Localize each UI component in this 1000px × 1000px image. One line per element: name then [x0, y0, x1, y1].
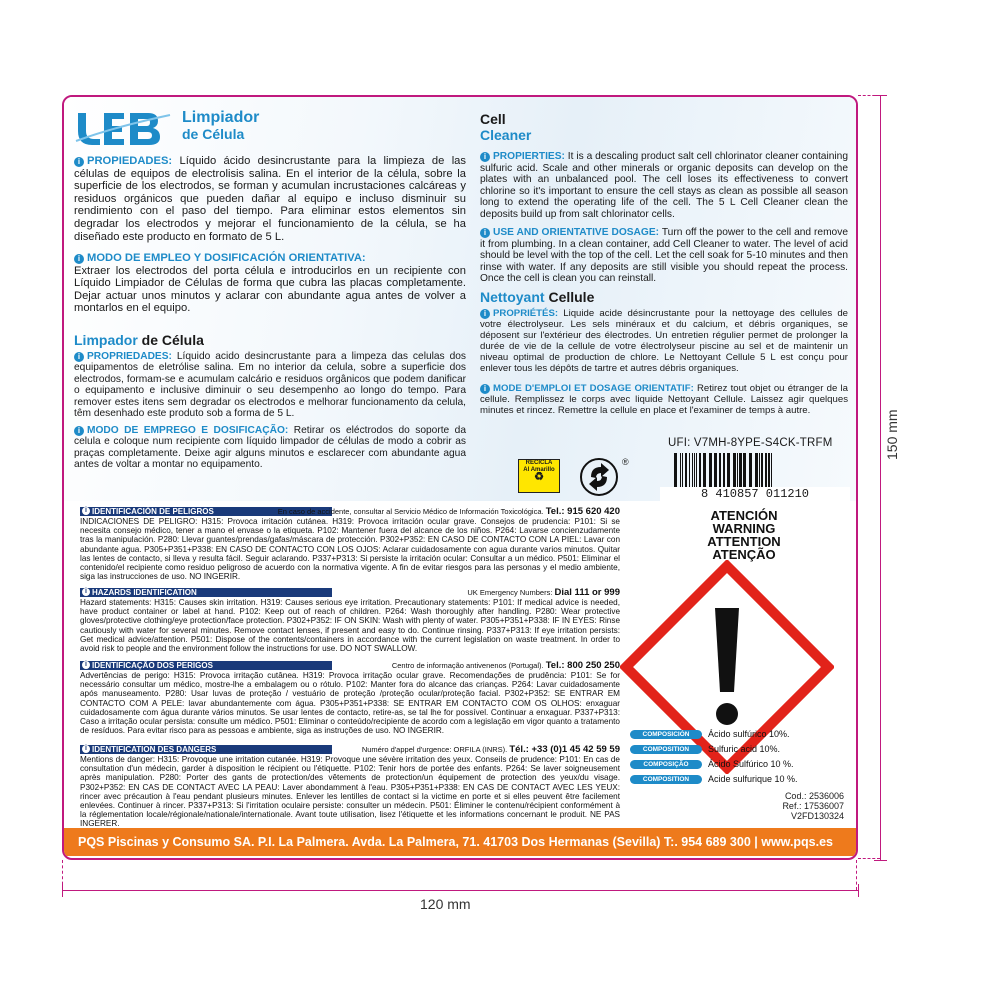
- fr-title-sub: Cellule: [548, 289, 595, 305]
- fr-usage-text: Retirez tout objet ou étranger de la cellule. Remplissez le corps avec liquide Nettoyant Cellule. Laissez agir quelques minutes et rincez. Remettre la cellule en place et l'examiner de temps à autre.: [480, 383, 848, 416]
- guide-top: [858, 95, 880, 96]
- hazard-block: [80, 745, 620, 829]
- signal-word-fr: ATTENTION: [707, 534, 781, 549]
- info-icon: i: [480, 384, 490, 394]
- composition-pill: COMPOSITION: [630, 775, 702, 784]
- hazard-text: Advertências de perigo: H315: Provoca irritação cutânea. H319: Provoca irritação ocular grave. Recomendações de prudência: P101: Se for necessário consultar um médico, mostre-lhe a embalagem ou o rótulo. P102: Manter fora do alcance das crianças. P264: Lavar cuidadosamente após manuseamento. P280: Usar luvas de proteção / vestuário de proteção /proteção ocular/proteção facial. P302+P352: SE ENTRAR EM CONTACTO COM A PELE: lavar abundantemente com água. P305+P351+P338: SE ENTRAR EM CONTACTO COM OS OLHOS: enxaguar cuidadosamente com água durante vários minutos. Se usar lentes de contacto, retire-as, se tal lhe for possível. Continuar a enxaguar. P337+P313: Caso a irritação ocular persista: consulte um médico. P501: Eliminar o conteúdo/recipiente de acordo com a legislação em vigor quanto a tratamento de resíduos. Para evitar risco para as pessoas e ambiente, siga as instruções de uso. NO INGERIR.: [80, 671, 620, 736]
- fr-properties-text: Liquide acide désincrustante pour la nettoyage des cellules de votre électrolyseur. Les sels minéraux et du calcium, et débris organiques, se déposent sur l'extérieur des électrodes. Un entretien régulier permet de prolonger la durée de vie de la cellule de votre électrolyseur piscine au sel et de maintenir un niveau optimal de production de chlore. Le Nettoyant Cellule 5 L est conçu pour enlever tous les dépôts de tartre et autres débris organiques.: [480, 308, 848, 374]
- en-usage: [480, 227, 848, 285]
- guide-right: [856, 860, 857, 890]
- cell-cleaner-title: [480, 111, 531, 143]
- composition-text: Sulfuric acid 10%.: [708, 744, 781, 754]
- guide-bottom: [858, 858, 880, 859]
- barcode-bar: [680, 453, 681, 489]
- pt-title: [74, 332, 204, 348]
- green-dot-recycling-icon: [579, 457, 619, 497]
- emergency-info: [362, 745, 620, 754]
- pt-usage: [74, 425, 466, 471]
- label-top-area: [64, 97, 856, 501]
- barcode-bar: [743, 453, 746, 489]
- fr-properties: [480, 308, 848, 374]
- company-footer: PQS Piscinas y Consumo SA. P.I. La Palmera. Avda. La Palmera, 71. 41703 Dos Hermanas (Sevilla) T:. 954 689 300 | www.pqs.es: [64, 828, 858, 856]
- height-dimension-cap-bottom: [874, 860, 887, 861]
- barcode-bar: [761, 453, 763, 489]
- barcode-bar: [709, 453, 712, 489]
- en-usage-text: Turn off the power to the cell and remove it from plumbing. In a clean container, add Cell Cleaner to water. The level of acid should be level with the top of the cell. Let the cell soak for 5-10 minutes and then rinse with water. If any deposits are still visible you should repeat the process. Once the cell is clean you can reinstall.: [480, 227, 848, 285]
- barcode-bar: [682, 453, 683, 489]
- pt-properties-heading: PROPRIEDADES:: [87, 351, 172, 362]
- pt-properties: [74, 351, 466, 419]
- brand-logo-icon: [74, 107, 184, 147]
- barcode-bar: [755, 453, 758, 489]
- composition-en: [630, 744, 780, 754]
- signal-word-en: WARNING: [712, 521, 776, 536]
- composition-text: Ácido sulfúrico 10%.: [708, 729, 790, 739]
- product-codes: [754, 791, 844, 821]
- barcode-bar: [719, 453, 721, 489]
- guide-left: [62, 860, 63, 890]
- barcode-bar: [699, 453, 701, 489]
- info-icon: i: [480, 309, 490, 319]
- hazard-text: INDICACIONES DE PELIGRO: H315: Provoca irritación cutánea. H319: Provoca irritación ocular grave. Consejos de prudencia: P101: Si se necesita consejo médico, tener a mano el envase o la etiqueta. P102: Mantener fuera del alcance de los niños. P264: Lavarse concienzudamente tras la manipulación. P280: Llevar guantes/prendas/gafas/máscara de protección. P302+P352: EN CASO DE CONTACTO CON LA PIEL: Lavar con abundante agua. P305+P351+P338: EN CASO DE CONTACTO CON LOS OJOS: Aclarar cuidadosamente con agua durante varios minutos. Quitar las lentes de contacto, si lleva y resulta fácil. Seguir aclarando. P337+P313: Si persiste la irritación ocular: Consultar a un médico. P501: Eliminar el contenido/el recipiente como residuo peligroso de acuerdo con la normativa vigente. A fin de evitar riesgos para las personas y el medio ambiente, siga las instrucciones de uso. NO INGERIR.: [80, 517, 620, 582]
- hazard-block: [80, 507, 620, 581]
- emergency-label: Centro de informação antivenenos (Portugal).: [391, 661, 544, 670]
- barcode-bar: [685, 453, 687, 489]
- emergency-info: [278, 507, 620, 516]
- brand-title-sub: de Célula: [182, 126, 245, 142]
- barcode-bar: [739, 453, 742, 489]
- pt-usage-text: Retirar os eléctrodos do soporte da celula e coloque num recipiente com líquido limpador de células de modo a cobrir as praças completamente. Deixe agir alguns minutos e esclarecer com abundante agua antes de voltar a montar no equipamento.: [74, 425, 467, 471]
- barcode-bar: [768, 453, 770, 489]
- emergency-info: [392, 661, 620, 670]
- fr-properties-heading: PROPRIÉTÉS:: [493, 308, 559, 319]
- barcode-bar: [759, 453, 760, 489]
- ghs-exclamation-mark-icon: [620, 560, 834, 774]
- barcode-bar: [692, 453, 693, 489]
- brand-title-main: Limpiador: [182, 109, 260, 126]
- composition-pill: COMPOSITION: [630, 745, 702, 754]
- emergency-number: Tél.: +33 (0)1 45 42 59 59: [509, 744, 620, 755]
- info-icon: i: [74, 352, 84, 362]
- barcode-bar: [727, 453, 730, 489]
- barcode-bar: [771, 453, 772, 489]
- pt-usage-heading: MODO DE EMPREGO E DOSIFICAÇÃO:: [87, 425, 289, 436]
- hazard-text: Mentions de danger: H315: Provoque une irritation cutanée. H319: Provoque une sévère irritation des yeux. Conseils de prudence: P101: En cas de consultation d'un médecin, garder à disposition le récipient ou l'étiquette. P102: Tenir hors de portée des enfants. P264: Se laver soigneusement après manipulation. P280: Porter des gants de protection/des vêtements de protection/un équipement de protection des yeux/du visage. P302+P352: EN CAS DE CONTACT AVEC LA PEAU: Laver abondamment à l'eau. P305+P351+P338: EN CAS DE CONTACT AVEC LES YEUX: rincer avec précaution à l'eau pendant plusieurs minutes. Enlever les lentilles de contact si la victime en porte et si elles peuvent être facilement enlevées. Continuer à rincer. P337+P313: Si l'irritation oculaire persiste: consulter un médecin. P501: Éliminer le contenu/récipient conformément à la réglementation locale/régionale/nationale/internationale. Avant toute utilisation, lisez l'étiquette et les informations concernant le produit. NE PAS INGERER.: [80, 755, 620, 829]
- es-properties-text: Líquido ácido desincrustante para la limpieza de las células de equipos de electrolisis salina. En el interior de la célula, sobre la superficie de los electrodos, se forman y acumulan incrustaciones calcáreas y residuos orgánicos que pueden dañar al equipo e incluso disminuir su rendimiento con el paso del tiempo. Para eliminar estos elementos sin degradar los electrodos y mejorar el funcionamiento de la célula, se ha diseñado este producto en formato de 5 L.: [74, 155, 466, 243]
- es-properties: [74, 155, 466, 243]
- en-properties-heading: PROPIERTIES:: [493, 151, 565, 162]
- pt-title-sub: de Célula: [141, 332, 204, 348]
- signal-words: [664, 509, 824, 561]
- emergency-info: [467, 588, 620, 597]
- hazard-bar: i IDENTIFICAÇÃO DOS PERIGOS: [80, 661, 332, 670]
- barcode-bar: [694, 453, 695, 489]
- hazard-bar: i HAZARDS IDENTIFICATION: [80, 588, 332, 597]
- fr-title-main: Nettoyant: [480, 289, 545, 305]
- emergency-number: Tel.: 915 620 420: [545, 506, 620, 517]
- composition-pt: [630, 759, 794, 769]
- height-dimension-label: 150 mm: [884, 409, 900, 460]
- hazard-block: [80, 588, 620, 653]
- cell-title-line2: Cleaner: [480, 127, 532, 143]
- barcode-number: 8 410857 011210: [660, 487, 850, 501]
- hazard-block: [80, 661, 620, 735]
- barcode-bar: [703, 453, 706, 489]
- en-usage-heading: USE AND ORIENTATIVE DOSAGE:: [493, 227, 660, 238]
- es-usage: [74, 252, 466, 315]
- fr-usage: [480, 383, 848, 416]
- barcode-bar: [714, 453, 717, 489]
- barcode-bar: [733, 453, 736, 489]
- product-batch: V2FD130324: [790, 811, 844, 821]
- hazard-text: Hazard statements: H315: Causes skin irritation. H319: Causes serious eye irritation. Precautionary statements: P101: If medical advice is needed, have product container or label at hand. P102: Keep out of reach of children. P264: Wash thoroughly after handling. P280: Wear protective gloves/protective clothing/eye protection/face protection. P302+P352: IF ON SKIN: Wash with plenty of water. P305+P351+P338: IF IN EYES: Rinse cautiously with water for several minutes. Remove contact lenses, if present and easy to do. Continue rinsing. P337+P313: If eye irritation persists: Get medical advice/attention. P501: Dispose of the contents/containers in accordance with the current legislation on waste treatment. In order to avoid risk to people and the environment follow the instructions for use. DO NOT SWALLOW.: [80, 598, 620, 654]
- info-icon: i: [74, 157, 84, 167]
- info-icon: i: [480, 152, 490, 162]
- es-usage-heading: MODO DE EMPLEO Y DOSIFICACIÓN ORIENTATIVA:: [87, 252, 366, 264]
- barcode-bar: [749, 453, 752, 489]
- signal-word-pt: ATENÇÃO: [712, 547, 776, 562]
- barcode-bar: [737, 453, 738, 489]
- composition-es: [630, 729, 790, 739]
- pt-properties-text: Líquido acido desincrustante para a limpeza das celulas dos equipamentos de eletrólise salina. Em no interior da celula, sobre a superficie dos electrodos, formam-se e acumulam calcário e residuos orgânicos que podem danificar o equipamento e inclusive diminuir o seu desempenho ao longo do tempo. Para remover estes itens sem degradar os electrodos e melhorar funcionamento da celula, têm desenhado este produto sob a forma de 5 L.: [74, 351, 466, 420]
- composition-pill: COMPOSICIÓN: [630, 730, 702, 739]
- registered-mark: ®: [622, 457, 629, 467]
- pt-title-main: Limpador: [74, 332, 138, 348]
- emergency-number: Dial 111 or 999: [554, 587, 620, 598]
- height-dimension-line: [880, 95, 881, 860]
- barcode-bar: [689, 453, 690, 489]
- hazard-bar: i IDENTIFICACIÓN DE PELIGROS: [80, 507, 332, 516]
- recycle-bin-icon: ♻: [534, 471, 544, 483]
- barcode-bar: [674, 453, 677, 489]
- fr-title: [480, 289, 594, 305]
- recicla-line1: RECICLA: [525, 460, 553, 466]
- en-properties-text: It is a descaling product salt cell chlorinator cleaner containing sulfuric acid. Scale and other minerals or organic deposits can develop on the plates with an unbalanced pool. The cell loses its effectiveness to convert chlorine so it's important to ensure the cell stays as clean as possible all season long to extend the operating life of the cell. The 5 L Cell Cleaner clean the deposits build up from salt chlorinator cells.: [480, 151, 848, 220]
- fr-usage-heading: MODE D'EMPLOI ET DOSAGE ORIENTATIF:: [493, 383, 694, 394]
- product-cod: Cod.: 2536006: [784, 791, 844, 801]
- signal-word-es: ATENCIÓN: [710, 508, 778, 523]
- emergency-label: Numéro d'appel d'urgence: ORFILA (INRS).: [361, 745, 508, 754]
- emergency-number: Tel.: 800 250 250: [545, 660, 620, 671]
- info-icon: i: [74, 426, 84, 436]
- es-usage-text: Extraer los electrodos del porta célula e introducirlos en un recipiente con Líquido Limpiador de Células de forma que cubra las placas completamente. Dejar actuar unos minutos y aclarar con abundante agua antes de volver a montarlos en el equipo.: [74, 264, 466, 315]
- info-icon: i: [480, 228, 490, 238]
- es-properties-heading: PROPIEDADES:: [87, 155, 173, 167]
- emergency-label: En caso de accidente, consultar al Servicio Médico de Información Toxicológica.: [277, 507, 544, 516]
- width-dimension-line: [62, 890, 858, 891]
- composition-fr: [630, 774, 798, 784]
- hazard-bar: i IDENTIFICATION DES DANGERS: [80, 745, 332, 754]
- recicla-line2: Al Amarillo: [523, 467, 555, 473]
- brand-title: [182, 109, 259, 143]
- composition-pill: COMPOSIÇÃO: [630, 760, 702, 769]
- barcode-bar: [723, 453, 725, 489]
- width-dimension-label: 120 mm: [420, 896, 471, 912]
- ufi-code: UFI: V7MH-8YPE-S4CK-TRFM: [668, 437, 833, 449]
- barcode-bar: [765, 453, 767, 489]
- barcode-bar: [696, 453, 697, 489]
- cell-title-line1: Cell: [480, 111, 506, 127]
- composition-text: Ácido Sulfúrico 10 %.: [708, 759, 794, 769]
- product-label: [62, 95, 858, 860]
- recycle-yellow-badge: [518, 459, 560, 493]
- width-dimension-cap-right: [858, 884, 859, 897]
- info-icon: i: [74, 254, 84, 264]
- en-properties: [480, 151, 848, 221]
- composition-text: Acide sulfurique 10 %.: [708, 774, 798, 784]
- emergency-label: UK Emergency Numbers:: [467, 588, 553, 597]
- product-ref: Ref.: 17536007: [782, 801, 844, 811]
